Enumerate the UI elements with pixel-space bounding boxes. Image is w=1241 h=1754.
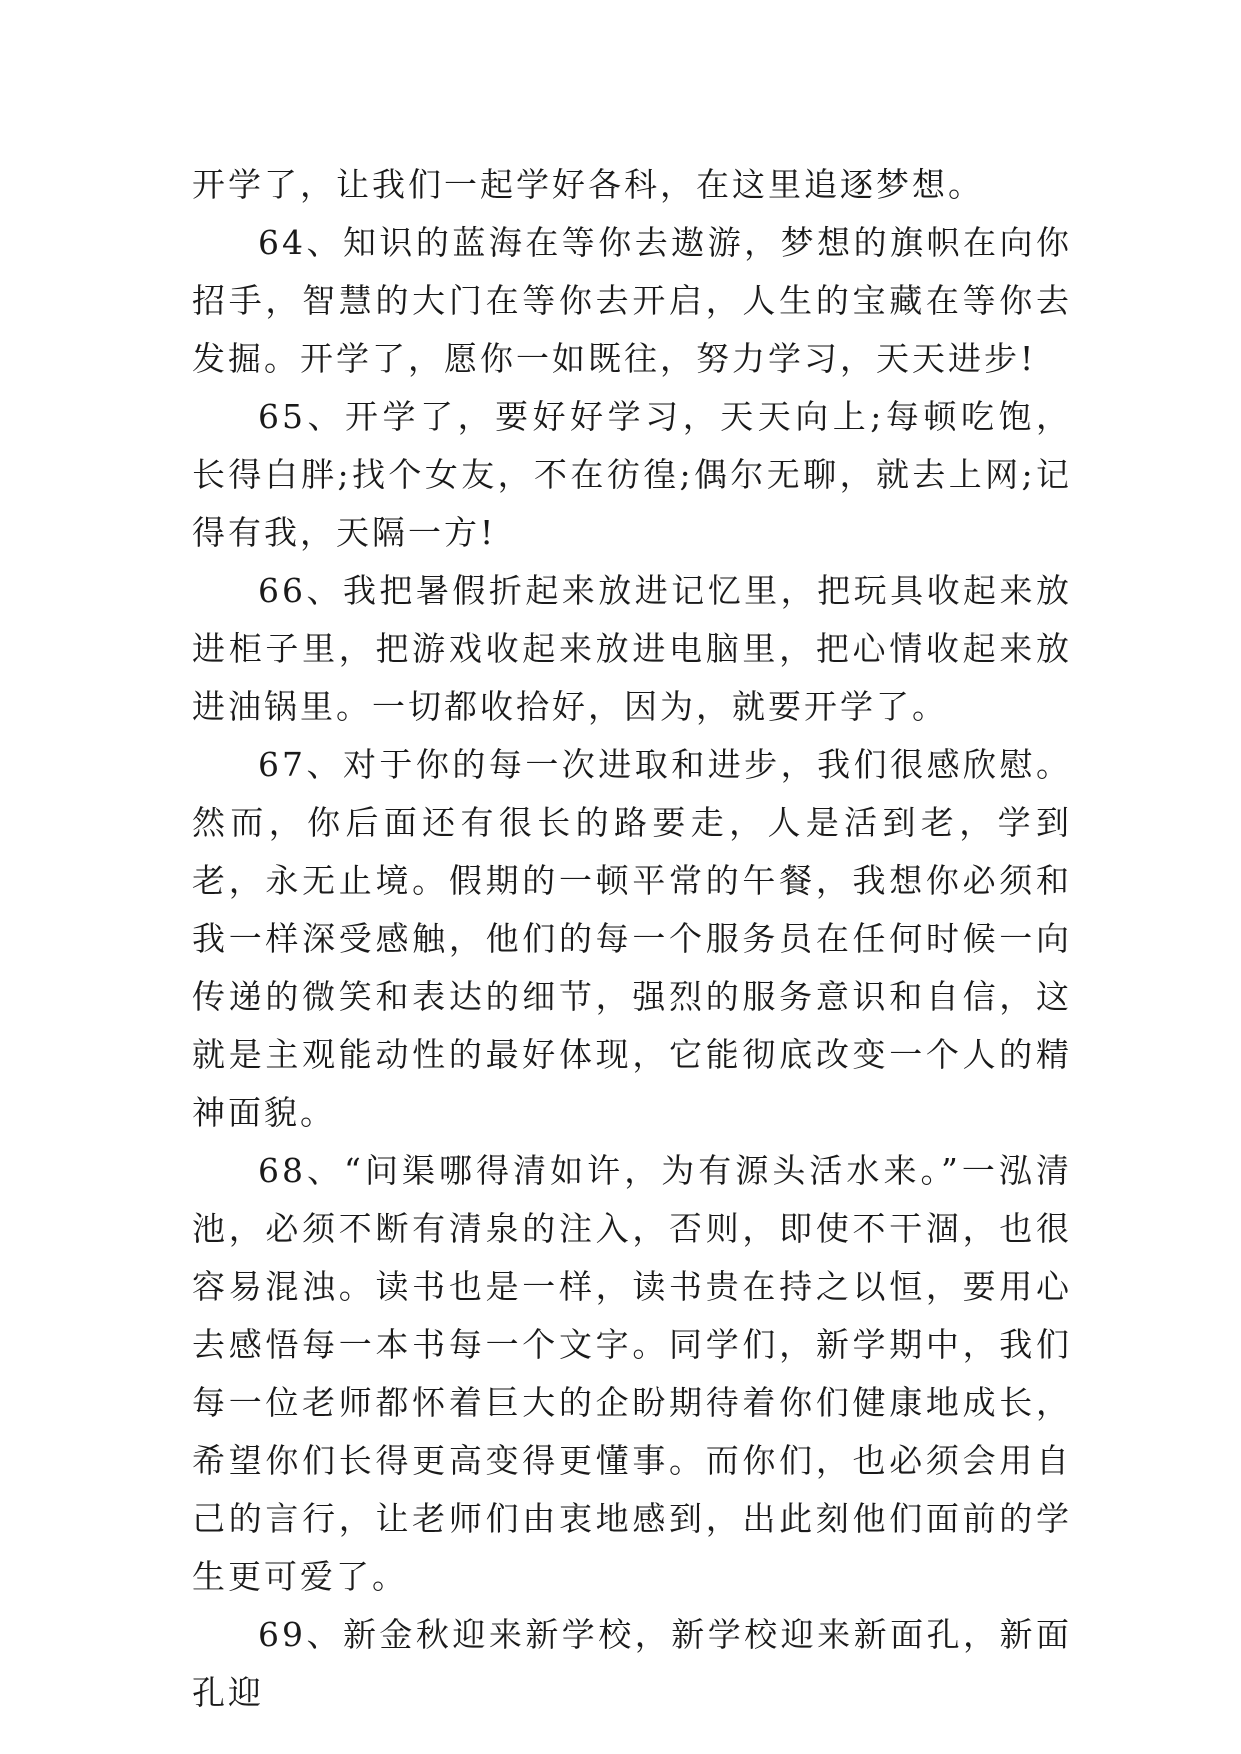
paragraph-68: 68、“问渠哪得清如许，为有源头活水来。”一泓清池，必须不断有清泉的注入，否则，即使不干涸，也很容易混浊。读书也是一样，读书贵在持之以恒，要用心去感悟每一本书每一个文字。同学们，新学期中，我们每一位老师都怀着巨大的企盼期待着你们健康地成长，希望你们长得更高变得更懂事。而你们，也必须会用自己的言行，让老师们由衷地感到，出此刻他们面前的学生更可爱了。 xyxy=(192,1151,1072,1596)
paragraph-continuation: 开学了，让我们一起学好各科，在这里追逐梦想。 xyxy=(192,165,984,204)
paragraph-67: 67、对于你的每一次进取和进步，我们很感欣慰。然而，你后面还有很长的路要走，人是活到老，学到老，永无止境。假期的一顿平常的午餐，我想你必须和我一样深受感触，他们的每一个服务员在任何时候一向传递的微笑和表达的细节，强烈的服务意识和自信，这就是主观能动性的最好体现，它能彻底改变一个人的精神面貌。 xyxy=(192,745,1072,1132)
paragraph-69: 69、新金秋迎来新学校，新学校迎来新面孔，新面孔迎 xyxy=(192,1615,1072,1712)
paragraph-65: 65、开学了，要好好学习，天天向上;每顿吃饱，长得白胖;找个女友，不在彷徨;偶尔无聊，就去上网;记得有我，天隔一方! xyxy=(192,397,1072,552)
document-body xyxy=(192,156,1072,1722)
paragraph-66: 66、我把暑假折起来放进记忆里，把玩具收起来放进柜子里，把游戏收起来放进电脑里，把心情收起来放进油锅里。一切都收拾好，因为，就要开学了。 xyxy=(192,571,1072,726)
paragraph-64: 64、知识的蓝海在等你去遨游，梦想的旗帜在向你招手，智慧的大门在等你去开启，人生的宝藏在等你去发掘。开学了，愿你一如既往，努力学习，天天进步! xyxy=(192,223,1072,378)
